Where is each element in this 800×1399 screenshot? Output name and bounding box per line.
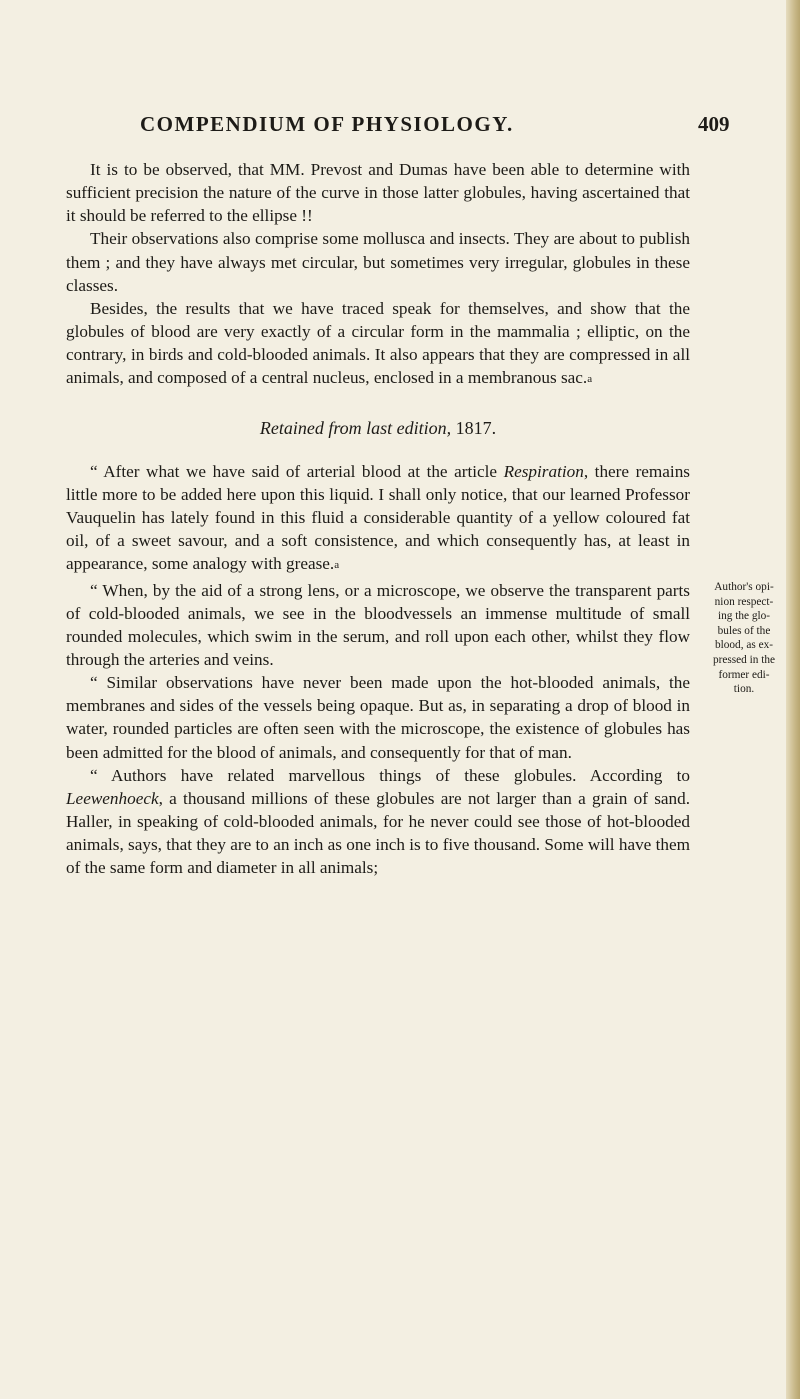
paragraph-7-start: “ Authors have related marvellous things of these globules. According to	[90, 765, 690, 785]
paragraph-7-italic: Leewenhoeck	[66, 788, 159, 808]
margin-note-line: former edi-	[718, 668, 770, 681]
margin-note-line: pressed in the	[712, 653, 776, 666]
paragraph-3	[66, 297, 690, 393]
section-heading	[66, 417, 690, 440]
section-heading-year: 1817.	[455, 417, 497, 438]
section-heading-text: Retained from last edition,	[259, 417, 452, 438]
paragraph-6: “ Similar observations have never been made upon the hot-blooded animals, the membranes and sides of the vessels being opaque. But as, in separating a drop of blood in water, rounded particles are often seen with the microscope, the existence of globules has been admitted for the blood of animals, and consequently for that of man.	[66, 673, 690, 762]
margin-note-line: tion.	[733, 683, 755, 696]
margin-note-line: Author's opi-	[714, 581, 774, 593]
margin-note-line: blood, as ex-	[714, 639, 774, 652]
footnote-marker: a	[587, 373, 593, 386]
running-title: COMPENDIUM OF PHYSIOLOGY.	[140, 112, 514, 136]
paragraph-4-start: “ After what we have said of arterial blood at the article	[90, 461, 504, 481]
margin-note	[698, 580, 790, 697]
margin-note-line: bules of the	[717, 624, 771, 637]
footnote-marker: a	[334, 559, 340, 572]
margin-note-line: ing the glo-	[717, 610, 771, 623]
margin-note-line: nion respect-	[714, 595, 774, 608]
paragraph-4-italic: Respiration	[503, 461, 584, 481]
paragraph-4	[66, 460, 690, 579]
page-number: 409	[698, 112, 730, 136]
body-text	[66, 158, 690, 880]
page-header	[0, 112, 800, 142]
paragraph-2: Their observations also comprise some mollusca and insects. They are about to publish them ; and they have always met circular, but sometimes very irregular, globules in these classes.	[66, 229, 690, 295]
paragraph-7	[66, 764, 690, 880]
paragraph-5: “ When, by the aid of a strong lens, or a microscope, we observe the transparent parts of cold-blooded animals, we see in the bloodvessels an immense multitude of small rounded molecules, which swim in the serum, and roll upon each other, whilst they flow through the arteries and veins.	[66, 580, 690, 669]
paragraph-3-text: Besides, the results that we have traced speak for themselves, and show that the globules of blood are very exactly of a circular form in the mammalia ; elliptic, on the contrary, in birds and cold-blooded animals. It also appears that they are compressed in all animals, and composed of a central nucleus, enclosed in a membranous sac.	[66, 298, 690, 388]
paragraph-7-rest: , a thousand millions of these globules are not larger than a grain of sand. Haller, in speaking of cold-blooded animals, for he never could see those of hot-blooded animals, says, that they are to an inch as one inch is to five thousand. Some will have them of the same form and diameter in all animals;	[66, 788, 690, 878]
paragraph-4-rest: , there remains little more to be added here upon this liquid. I shall only notice, that our learned Professor Vauquelin has lately found in this fluid a considerable quantity of a yellow coloured fat oil, of a sweet savour, and a soft consistence, and which consequently has, at least in appearance, some analogy with grease.	[66, 461, 690, 574]
paragraph-1: It is to be observed, that MM. Prevost and Dumas have been able to determine with sufficient precision the nature of the curve in those latter globules, having ascertained that it should be referred to the ellipse !!	[66, 160, 690, 226]
page-edge	[786, 0, 800, 1399]
